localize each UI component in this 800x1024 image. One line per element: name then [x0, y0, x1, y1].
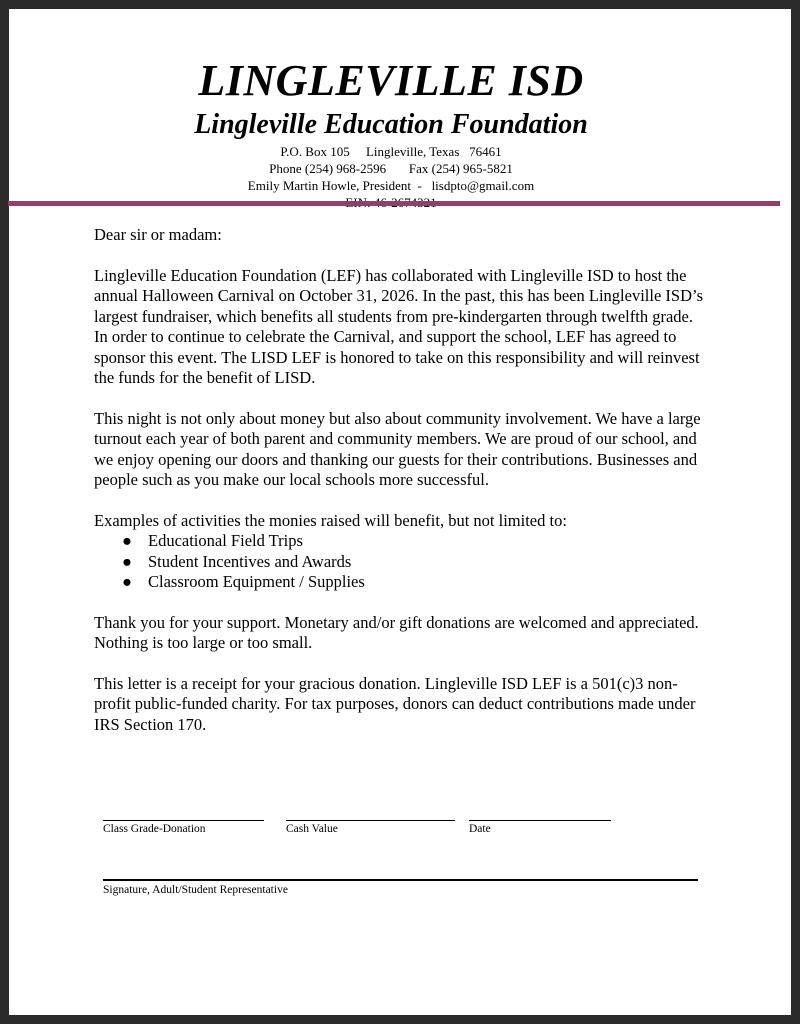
- paragraph-intro: Lingleville Education Foundation (LEF) has collaborated with Lingleville ISD to host the annual Halloween Carnival on October 31, 2026. In the past, this has been Lingleville ISD’s largest fundraiser, which benefits all students from pre-kindergarten through twelfth grade. In order to continue to celebrate the Carnival, and support the school, LEF has agreed to sponsor this event. The LISD LEF is honored to take on this responsibility and will reinvest the funds for the benefit of LISD.: [94, 265, 703, 387]
- class-grade-line[interactable]: [103, 820, 264, 821]
- cash-value-line[interactable]: [286, 820, 455, 821]
- phone-fax-line: Phone (254) 968-2596 Fax (254) 965-5821: [269, 161, 513, 176]
- address-line: P.O. Box 105 Lingleville, Texas 76461: [280, 144, 502, 159]
- president-email-line: Emily Martin Howle, President - lisdpto@gmail.com: [247, 178, 535, 193]
- paragraph-thanks: Thank you for your support. Monetary and/or gift donations are welcomed and appreciated. Nothing is too large or too small.: [94, 612, 699, 652]
- list-item: ● Student Incentives and Awards: [122, 551, 352, 571]
- bullet-icon: ●: [122, 551, 132, 571]
- examples-list: [94, 531, 704, 593]
- examples-intro: Examples of activities the monies raised will benefit, but not limited to:: [94, 510, 567, 530]
- paragraph-receipt: This letter is a receipt for your gracious donation. Lingleville ISD LEF is a 501(c)3 non-profit public-funded charity. For tax purposes, donors can deduct contributions made under IRS Section 170.: [94, 673, 696, 734]
- foundation-name: Lingleville Education Foundation: [194, 109, 588, 140]
- signature-line[interactable]: [103, 879, 698, 881]
- cash-value-label: Cash Value: [286, 823, 338, 835]
- list-item: ● Educational Field Trips: [122, 531, 303, 550]
- bullet-icon: ●: [122, 531, 132, 550]
- bullet-icon: ●: [122, 572, 132, 591]
- date-line[interactable]: [469, 820, 611, 821]
- list-item: ● Classroom Equipment / Supplies: [122, 572, 365, 591]
- signature-label: Signature, Adult/Student Representative: [103, 884, 288, 896]
- paragraph-community: This night is not only about money but also about community involvement. We have a large turnout each year of both parent and community members. We are proud of our school, and we enjoy opening our doors and thanking our guests for their contributions. Businesses and people such as you make our local schools more successful.: [94, 408, 701, 489]
- letter-body: [94, 225, 704, 755]
- class-grade-label: Class Grade-Donation: [103, 823, 206, 835]
- date-label: Date: [469, 823, 491, 835]
- document-title: LINGLEVILLE ISD: [198, 56, 584, 105]
- header-divider: [8, 201, 780, 206]
- salutation: Dear sir or madam:: [94, 225, 222, 244]
